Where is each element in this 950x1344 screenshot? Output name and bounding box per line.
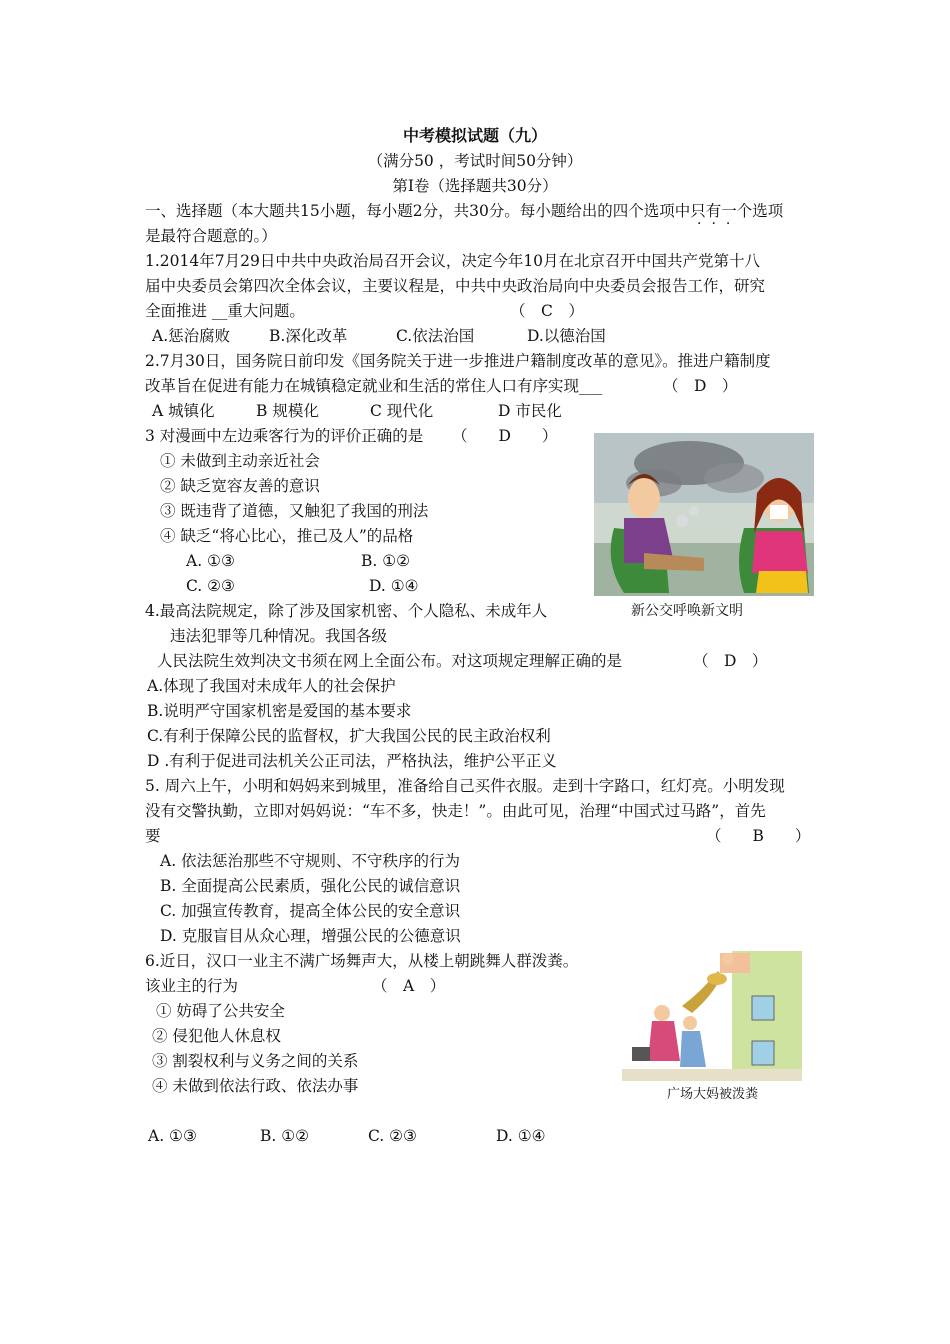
q3-option-a: A. ①③ [186, 552, 235, 570]
q1-line-2: 届中央委员会第四次全体会议，主要议程是，中共中央政治局向中央委员会报告工作，研究 [145, 277, 766, 295]
q6-line-2: 该业主的行为 [145, 977, 239, 995]
bus-cartoon-caption: 新公交呼唤新文明 [631, 603, 743, 619]
q5-option-c: C. 加强宣传教育，提高全体公民的安全意识 [160, 902, 461, 920]
q2-option-d: D 市民化 [498, 402, 562, 420]
q6-item-1: ① 妨碍了公共安全 [156, 1002, 285, 1020]
q2-line-1: 2.7月30日，国务院日前印发《国务院关于进一步推进户籍制度改革的意见》。推进户籍制度 [145, 352, 771, 370]
q6-item-3: ③ 割裂权利与义务之间的关系 [152, 1052, 359, 1070]
q4-line-3: 人民法院生效判决文书须在网上全面公布。对这项规定理解正确的是 [157, 652, 623, 670]
square-dance-cartoon-image [622, 951, 802, 1081]
q6-option-b: B. ①② [260, 1127, 310, 1145]
q1-answer: （ C ） [510, 302, 584, 320]
q6-line-1: 6.近日，汉口一业主不满广场舞声大，从楼上朝跳舞人群泼粪。 [145, 952, 579, 970]
q3-answer: （ D ） [452, 427, 558, 445]
q6-answer: （ A ） [372, 977, 446, 995]
q1-option-a: A.惩治腐败 [152, 327, 231, 345]
q1-option-d: D.以德治国 [527, 327, 606, 345]
q4-option-d: D .有利于促进司法机关公正司法，严格执法，维护公平正义 [147, 752, 557, 770]
q4-option-c: C.有利于保障公民的监督权，扩大我国公民的民主政治权利 [147, 727, 551, 745]
q3-option-b: B. ①② [361, 552, 411, 570]
q5-option-a: A. 依法惩治那些不守规则、不守秩序的行为 [160, 852, 461, 870]
q4-option-a: A.体现了我国对未成年人的社会保护 [147, 677, 396, 695]
q3-item-3: ③ 既违背了道德，又触犯了我国的刑法 [160, 502, 429, 520]
q6-item-4: ④ 未做到依法行政、依法办事 [152, 1077, 359, 1095]
instructions-line-1: 一、选择题（本大题共15小题，每小题2分，共30分。每小题给出的四个选项中只有一个选项 [145, 202, 784, 220]
q1-option-b: B.深化改革 [269, 327, 348, 345]
q4-line-2: 违法犯罪等几种情况。我国各级 [170, 627, 388, 645]
q3-option-c: C. ②③ [186, 577, 235, 595]
q1-line-3: 全面推进 __重大问题。 [145, 302, 305, 320]
q4-answer: （ D ） [693, 652, 768, 670]
q6-option-a: A. ①③ [148, 1127, 197, 1145]
q3-option-d: D. ①④ [369, 577, 419, 595]
q4-line-1: 4.最高法院规定，除了涉及国家机密、个人隐私、未成年人 [145, 602, 548, 620]
q6-item-2: ② 侵犯他人休息权 [152, 1027, 281, 1045]
q3-item-2: ② 缺乏宽容友善的意识 [160, 477, 320, 495]
q2-line-2: 改革旨在促进有能力在城镇稳定就业和生活的常住人口有序实现___ [145, 377, 603, 395]
q3-stem: 3 对漫画中左边乘客行为的评价正确的是 [145, 427, 424, 445]
q2-option-c: C 现代化 [370, 402, 434, 420]
q2-option-a: A 城镇化 [152, 402, 215, 420]
q3-item-4: ④ 缺乏“将心比心，推己及人”的品格 [160, 527, 414, 545]
page-title: 中考模拟试题（九） [402, 126, 547, 145]
instructions-line-2: 是最符合题意的。） [145, 227, 277, 245]
q5-option-b: B. 全面提高公民素质，强化公民的诚信意识 [160, 877, 461, 895]
q2-answer: （ D ） [663, 377, 738, 395]
q6-option-d: D. ①④ [496, 1127, 546, 1145]
q5-line-3: 要 [145, 827, 161, 845]
section-heading: 第Ⅰ卷（选择题共30分） [392, 177, 558, 195]
q2-option-b: B 规模化 [256, 402, 319, 420]
q1-line-1: 1.2014年7月29日中共中央政治局召开会议，决定今年10月在北京召开中国共产党第十八 [145, 252, 761, 270]
exam-info: （满分50 ，考试时间50分钟） [367, 152, 583, 170]
square-dance-cartoon-caption: 广场大妈被泼粪 [667, 1087, 759, 1102]
q5-answer: （ B ） [706, 827, 811, 845]
q6-option-c: C. ②③ [368, 1127, 417, 1145]
bus-cartoon-image [594, 433, 814, 596]
q5-line-2: 没有交警执勤，立即对妈妈说：“车不多，快走！”。由此可见，治理“中国式过马路”，首先 [145, 802, 766, 820]
q5-line-1: 5. 周六上午，小明和妈妈来到城里，准备给自己买件衣服。走到十字路口，红灯亮。小明发现 [145, 777, 785, 795]
q1-option-c: C.依法治国 [396, 327, 475, 345]
q4-option-b: B.说明严守国家机密是爱国的基本要求 [147, 702, 412, 720]
q5-option-d: D. 克服盲目从众心理，增强公民的公德意识 [160, 927, 461, 945]
emphasis-dots: ··· [697, 216, 741, 232]
q3-item-1: ① 未做到主动亲近社会 [160, 452, 320, 470]
